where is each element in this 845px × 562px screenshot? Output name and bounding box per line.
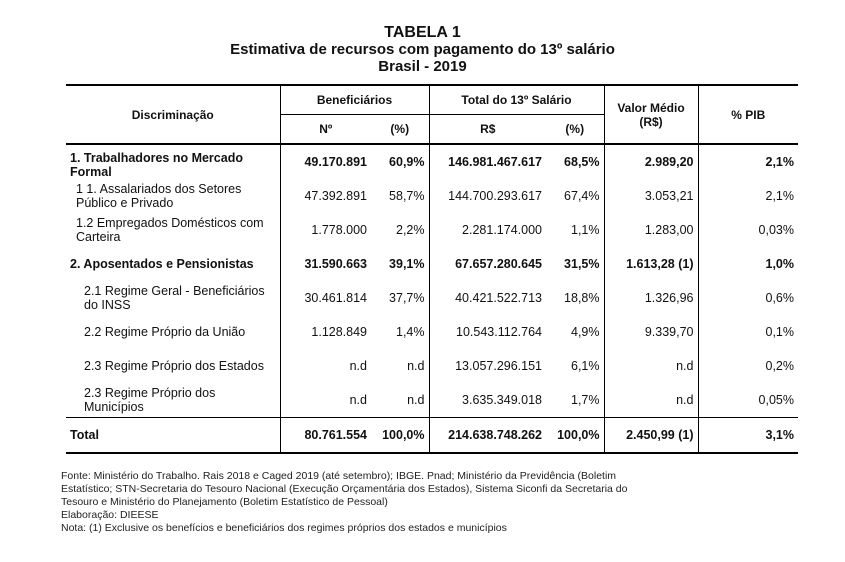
row-label: 2. Aposentados e Pensionistas [70,257,254,271]
col-header-pct1: (%) [371,115,429,145]
col-header-valor-medio [604,85,698,144]
col-header-beneficiarios: Beneficiários [280,85,429,115]
row-label: 2.2 Regime Próprio da União [84,325,246,339]
cell-rs: 13.057.296.151 [429,349,546,383]
total-rs: 214.638.748.262 [429,417,546,453]
cell-rs: 10.543.112.764 [429,315,546,349]
cell-medio: 1.613,28 (1) [604,247,698,281]
cell-medio: 1.326,96 [604,281,698,315]
valor-medio-label: Valor Médio (R$) [617,100,685,129]
row-label: 2.3 Regime Próprio dos Estados [84,359,264,373]
cell-pct1: 60,9% [389,155,425,169]
cell-pct2: 1,7% [571,392,600,407]
cell-pct1: 1,4% [396,325,425,339]
total-row [66,417,798,453]
table-title: Estimativa de recursos com pagamento do 13º salário [230,41,615,58]
cell-rs: 2.281.174.000 [429,213,546,247]
source-line-3: Tesouro e Ministério do Planejamento (Boletim Estatístico de Pessoal) [61,496,388,508]
cell-pct1: n.d [407,392,425,407]
cell-pct2: 1,1% [571,223,600,237]
cell-pct1: 39,1% [389,257,425,271]
cell-n: 1.778.000 [280,213,371,247]
cell-pct2: 31,5% [564,257,600,271]
cell-n: 47.392.891 [280,179,371,213]
row-label: 2.3 Regime Próprio dos Municípios [84,385,216,414]
cell-pib: 0,03% [698,213,798,247]
cell-n: 30.461.814 [280,281,371,315]
cell-medio: 3.053,21 [604,179,698,213]
cell-pct2: 68,5% [564,155,600,169]
cell-rs: 40.421.522.713 [429,281,546,315]
cell-pct1: 37,7% [389,291,425,305]
cell-n: 49.170.891 [280,144,371,179]
total-pct2: 100,0% [546,417,604,453]
source-line-1: Fonte: Ministério do Trabalho. Rais 2018 e Caged 2019 (até setembro); IBGE. Pnad; Ministério da Previdência (Boletim [61,470,617,482]
col-header-n: Nº [280,115,371,145]
col-header-total13: Total do 13º Salário [429,85,604,115]
total-n: 80.761.554 [280,417,371,453]
table-row [66,349,798,383]
row-label: 1 1. Assalariados dos Setores Público e Privado [76,182,242,210]
cell-medio: 9.339,70 [604,315,698,349]
cell-n: 1.128.849 [280,315,371,349]
cell-n: n.d [280,349,371,383]
table-row [66,213,798,247]
cell-medio: n.d [604,383,698,417]
table-row [66,281,798,315]
cell-pib: 1,0% [698,247,798,281]
cell-pib: 0,2% [698,349,798,383]
total-label: Total [66,417,280,453]
cell-pct1: n.d [407,359,425,373]
cell-n: n.d [280,383,371,417]
table-row [66,315,798,349]
table-row [66,247,798,281]
cell-medio: 1.283,00 [604,213,698,247]
table-row [66,144,798,179]
header-row-1 [66,85,798,115]
cell-rs: 144.700.293.617 [429,179,546,213]
cell-medio: 2.989,20 [604,144,698,179]
cell-pib: 0,6% [698,281,798,315]
cell-pib: 2,1% [698,179,798,213]
cell-pct1: 58,7% [389,189,425,203]
col-header-rs: R$ [429,115,546,145]
cell-rs: 146.981.467.617 [429,144,546,179]
cell-pct2: 67,4% [564,189,600,203]
cell-n: 31.590.663 [280,247,371,281]
source-notes [61,470,781,535]
cell-pib: 2,1% [698,144,798,179]
cell-pib: 0,1% [698,315,798,349]
cell-pib: 0,05% [698,383,798,417]
col-header-pib: % PIB [698,85,798,144]
source-line-2: Estatístico; STN-Secretaria do Tesouro Nacional (Execução Orçamentária dos Estados), Sistema Siconfi da Secretaria do [61,483,628,495]
cell-rs: 3.635.349.018 [429,383,546,417]
cell-rs: 67.657.280.645 [429,247,546,281]
total-pct1: 100,0% [371,417,429,453]
total-pib: 3,1% [698,417,798,453]
row-label: 2.1 Regime Geral - Beneficiários do INSS [84,284,265,312]
footnote: Nota: (1) Exclusive os benefícios e beneficiários dos regimes próprios dos estados e municípios [61,522,507,534]
table-number: TABELA 1 [384,24,461,41]
cell-pct2: 6,1% [571,359,600,373]
elaboration-note: Elaboração: DIEESE [61,509,159,521]
cell-pct2: 18,8% [564,291,600,305]
table-subtitle: Brasil - 2019 [378,58,467,75]
row-label: 1. Trabalhadores no Mercado Formal [70,151,243,179]
total-medio: 2.450,99 (1) [604,417,698,453]
cell-medio: n.d [604,349,698,383]
cell-pct2: 4,9% [571,325,600,339]
data-table [66,84,798,454]
table-title-block [0,24,845,75]
table-row [66,179,798,213]
col-header-pct2: (%) [546,115,604,145]
table-row [66,383,798,417]
row-label: 1.2 Empregados Domésticos com Carteira [76,216,264,244]
cell-pct1: 2,2% [396,223,425,237]
col-header-discriminacao: Discriminação [66,85,280,144]
